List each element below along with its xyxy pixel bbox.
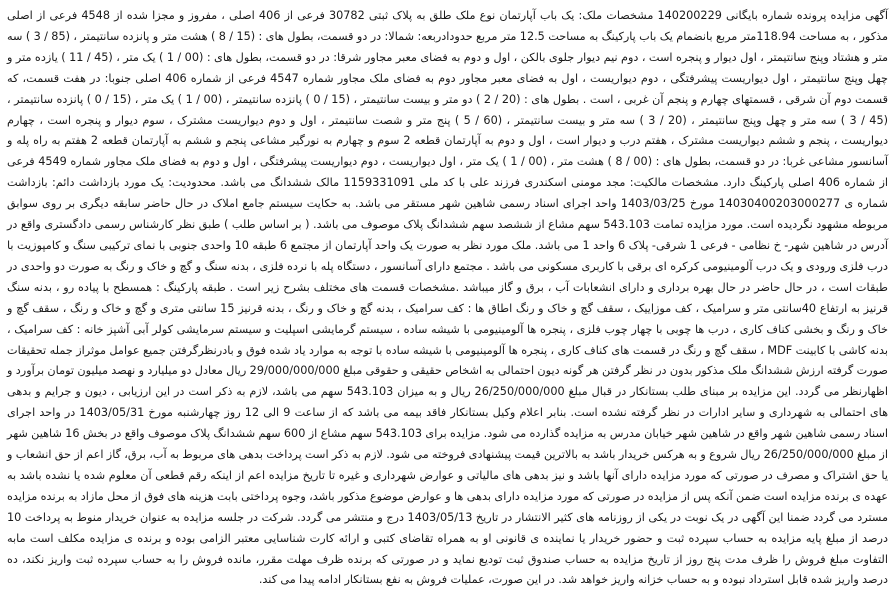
auction-notice-text: آگهی مزایده پرونده شماره بایگانی 140200229 مشخصات ملک: یک باب آپارتمان نوع ملک طلق به پلاک ثبتی 30782 فرعی از 406 اصلی ، مفروز و مجزا شده از 4548 فرعی از اصلی مذکور ، به مساحت 118.94متر مربع بانضمام یک باب پارکینگ به مساحت 12.5 متر مربع حدودادربعه: شمالا: در دو قسمت، بطول های : (15 / 8 ) هشت متر و پانزده سانتیمتر ، (85 / 3 ) سه متر و هشتاد وپنج سانتیمتر ، اول دیوار و پنجره است ، دوم نیم دیوار جلوی بالکن ، اول و دوم به فضای معبر مجاور شرقا: در دو قسمت، بطول های : (00 / 1 ) یک متر ، (45 / 11 ) یازده متر و چهل وپنج سانتیمتر ، اول دیواریست پیشرفتگی ، دوم دیواریست ، اول به فضای معبر مجاور دوم به فضای ملک مجاور شماره 4547 فرعی از شماره 406 اصلی جنوبا: در هفت قسمت، که قسمت دوم آن شرقی ، قسمتهای چهارم و پنجم آن غربی ، است . بطول های : (20 / 2 ) دو متر و بیست سانتیمتر ، (15 / 0 ) پانزده سانتیمتر ، (00 / 1 ) یک متر ، (15 / 0 ) پانزده سانتیمتر ، (45 / 3 ) سه متر و چهل وپنج سانتیمتر ، (20 / 3 ) سه متر و بیست سانتیمتر ، (60 / 5 ) پنج متر و شصت سانتیمتر ، اول و دوم دیواریست مشترک ، سوم دیوار و پنجره است ، چهارم دیواریست ، پنجم و ششم دیواریست مشترک ، هفتم درب و دیوار است ، اول و دوم به آپارتمان قطعه 2 سوم و چهارم به نورگیر مشاعی پنجم و ششم به آپارتمان قطعه 2 هفتم به راه پله و آسانسور مشاعی غربا: در دو قسمت، بطول های : (00 / 8 ) هشت متر ، (00 / 1 ) یک متر ، اول دیواریست ، دوم دیواریست پیشرفتگی ، اول و دوم به فضای ملک مجاور شماره 4549 فرعی از شماره 406 اصلی پارکینگ دارد. مشخصات مالکیت: مجد مومنی اسکندری فرزند علی با کد ملی 1159331091 مالک ششدانگ می باشد. محدودیت: یک مورد بازداشت دائم: بازداشت شماره ی 14030400203000277 مورخ 1403/03/25 واحد اجرای اسناد رسمی شاهین شهر مستقر می باشد. به حکایت سیستم جامع املاک در حال حاضر سابقه دیگری بر روی سوابق مربوطه مشهود نگردیده است. مورد مزایده تمامت 543.103 سهم مشاع از ششصد سهم ششدانگ پلاک موصوف می باشد. ( بر اساس طلب ) طبق نظر کارشناس رسمی دادگستری واقع در آدرس در شاهین شهر- خ نظامی - فرعی 1 شرقی- پلاک 6 واحد 1 می باشد. ملک مورد نظر به صورت یک واحد آپارتمان از مجتمع 6 طبقه 10 واحدی جنوبی با نمای ترکیبی سنگ و کامپوزیت با درب فلزی ورودی و یک درب آلومینیومی کرکره ای برقی با کاربری مسکونی می باشد . مجتمع دارای آسانسور ، دستگاه پله با نرده فلزی ، بدنه سنگ و گچ و خاک و رنگ به صورت دو واحدی در طبقات است ، در حال حاضر در حال بهره برداری و دارای انشعابات آب ، برق و گاز میباشد .مشخصات قسمت های مختلف بشرح زیر است . طبقه پارکینگ : همسطح با پیاده رو ، بدنه سنگ قرنیز به ارتفاع 40سانتی متر و سرامیک ، کف موزاییک ، سقف گچ و خاک و رنگ اطاق ها : کف سرامیک ، بدنه گچ و خاک و رنگ ، بدنه قرنیز 15 سانتی متری و گچ و خاک و رنگ ، سقف گچ و خاک و رنگ و بخشی کناف کاری ، درب ها چوبی با چهار چوب فلزی ، پنجره ها آلومینیومی با شیشه ساده ، سیستم گرمایشی اسپلیت و سیستم سرمایشی کولر آبی آشپز خانه : کف سرامیک ، بدنه کاشی با کابینت MDF ، سقف گچ و رنگ در قسمت های کناف کاری ، پنجره ها آلومینیومی با شیشه ساده با توجه به موارد یاد شده فوق و بادرنظرگرفتن جمیع عوامل موثراز جمله تحقیقات صورت گرفته ارزش ششدانگ ملک مذکور بدون در نظر گرفتن هر گونه دیون احتمالی به اشخاص حقیقی و حقوقی مبلغ 29/000/000/000 ریال معادل دو میلیارد و نهصد میلیون تومان برآورد و اظهارنظر می گردد. این مزایده بر مبنای طلب بستانکار در قبال مبلغ 26/250/000/000 ریال و به میزان 543.103 سهم می باشد، لازم به ذکر است در این ارزیابی ، دیون و جرایم و بدهی های احتمالی به شهرداری و سایر ادارات در نظر گرفته نشده است. بنابر اعلام وکیل بستانکار فاقد بیمه می باشد که از ساعت 9 الی 12 روز چهارشنبه مورخ 1403/05/31 در واحد اجرای اسناد رسمی شاهین شهر واقع در شاهین شهر خیابان مدرس به مزایده گذارده می شود. مزایده برای 543.103 سهم مشاع از 600 سهم ششدانگ پلاک موصوف واقع در بخش 16 شاهین شهر از مبلغ 26/250/000/000 ریال شروع و به هرکس خریدار باشد به بالاترین قیمت پیشنهادی فروخته می شود. لازم به ذکر است پرداخت بدهی های مربوط به آب، برق، گاز اعم از حق انشعاب و یا حق اشتراک و مصرف در صورتی که مورد مزایده دارای آنها باشد و نیز بدهی های مالیاتی و عوارض شهرداری و غیره تا تاریخ مزایده اعم از اینکه رقم قطعی آن معلوم شده یا نشده باشد به عهده ی برنده مزایده است ضمن آنکه پس از مزایده در صورتی که مورد مزایده دارای بدهی ها و عوارض موضوع مذکور باشد، وجوه پرداختی بابت هزینه های فوق از محل مازاد به برنده مزایده مسترد می گردد ضمنا این آگهی در یک نوبت در یکی از روزنامه های کثیر الانتشار در تاریخ 1403/05/13 درج و منتشر می گردد. شرکت در جلسه مزایده به عنوان خریدار منوط به پرداخت 10 درصد از مبلغ پایه مزایده به حساب سپرده ثبت و حضور خریدار یا نماینده ی قانونی او به همراه تقاضای کتبی و ارائه کارت شناسایی معتبر الزامی بوده و برنده ی مزایده مکلف است مابه التفاوت مبلغ فروش را ظرف مدت پنج روز از تاریخ مزایده به حساب صندوق ثبت تودیع نماید و در صورتی که برنده ظرف مهلت مقرر، مانده فروش را به حساب سپرده ثبت واریز نکند، ده درصد واریز شده قابل استرداد نبوده و به حساب خزانه واریز خواهد شد. در این صورت، عملیات فروش به نفع بستانکار ادامه پیدا می کند. — [7, 9, 889, 587]
